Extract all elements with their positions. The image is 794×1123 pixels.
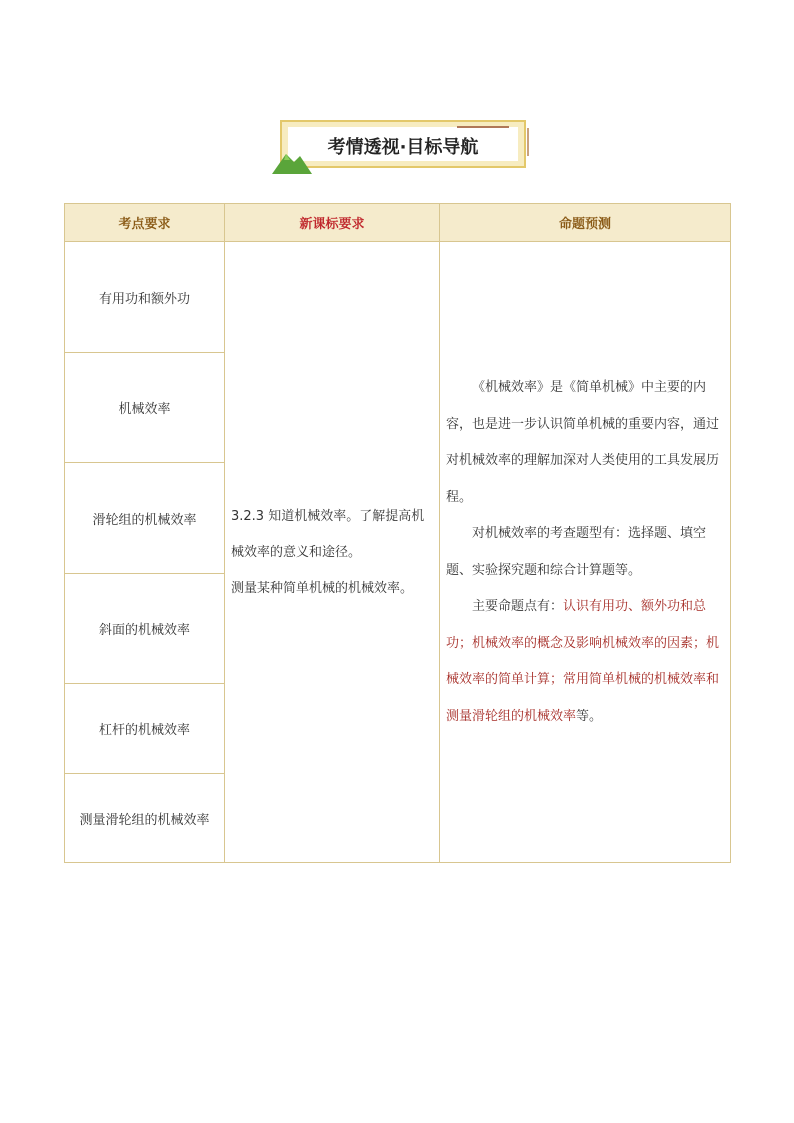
banner-title: 考情透视·目标导航 [327, 137, 479, 158]
header-exam-points: 考点要求 [65, 204, 225, 242]
prediction-paragraph [446, 589, 724, 735]
exam-point: 杠杆的机械效率 [65, 684, 225, 774]
banner-decor-tick [527, 128, 529, 156]
mountain-icon [272, 148, 312, 174]
header-prediction: 命题预测 [440, 204, 731, 242]
section-banner [272, 118, 530, 174]
prediction-cell [440, 242, 731, 863]
requirement-line: 3.2.3 知道机械效率。了解提高机械效率的意义和途径。 [231, 509, 425, 560]
exam-point: 机械效率 [65, 353, 225, 463]
exam-point: 测量滑轮组的机械效率 [65, 774, 225, 863]
table-row [65, 242, 731, 353]
prediction-text [440, 370, 730, 735]
prediction-prefix: 主要命题点有： [472, 599, 564, 614]
prediction-paragraph: 《机械效率》是《简单机械》中主要的内容，也是进一步认识简单机械的重要内容，通过对机械效率的理解加深对人类使用的工具发展历程。 [446, 380, 720, 505]
header-curriculum: 新课标要求 [225, 204, 440, 242]
requirement-line: 测量某种简单机械的机械效率。 [231, 581, 414, 596]
prediction-highlight: 认识有用功、额外功和总功；机械效率的概念及影响机械效率的因素；机械效率的简单计算；常用简单机械的机械效率和测量滑轮组的机械效率 [446, 599, 720, 724]
banner-decor-line [457, 126, 509, 128]
exam-point: 滑轮组的机械效率 [65, 463, 225, 574]
curriculum-requirement [225, 499, 439, 607]
prediction-paragraph: 对机械效率的考查题型有：选择题、填空题、实验探究题和综合计算题等。 [446, 526, 707, 578]
exam-point: 斜面的机械效率 [65, 574, 225, 684]
exam-point: 有用功和额外功 [65, 242, 225, 353]
prediction-suffix: 等。 [576, 708, 603, 724]
curriculum-requirement-cell [225, 242, 440, 863]
banner-frame [280, 120, 526, 168]
exam-table [64, 203, 731, 863]
table-header-row [65, 204, 731, 242]
